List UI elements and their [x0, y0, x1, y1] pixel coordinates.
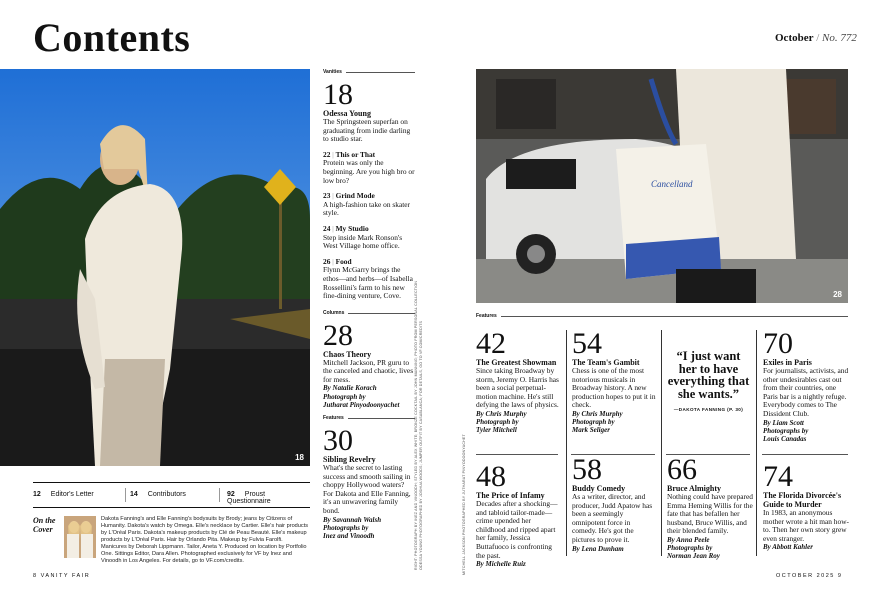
byline: By Chris Murphy: [476, 409, 527, 418]
entry-title: The Price of Infamy: [476, 491, 545, 500]
pull-quote: [666, 350, 751, 412]
bag-logo-text: Cancelland: [651, 179, 693, 189]
section-heading-label: Vanities: [323, 69, 346, 75]
photo-credit-label: Photograph by: [323, 392, 366, 401]
section-heading-features: [323, 415, 415, 424]
issue-month: October: [775, 32, 814, 44]
strip-rule-top: [33, 482, 310, 483]
entry-title: Bruce Almighty: [667, 484, 721, 493]
item-dek: Flynn McGarry brings the ethos—and herbs—of Isabella Rossellini's farm to his new fine-dining venture, Cove.: [323, 265, 413, 301]
byline: By Lena Dunham: [572, 544, 624, 553]
issue-info: October / No. 772: [775, 32, 857, 44]
vertical-photo-credits: [414, 280, 424, 570]
item-dek: Protein was only the beginning. Are you high bro or low bro?: [323, 158, 415, 185]
row-divider: [762, 454, 848, 455]
page-number: 48: [476, 460, 506, 493]
strip-item-proust[interactable]: [227, 491, 310, 505]
photo-credit-label: Photographs by: [323, 523, 369, 532]
item-page: 24: [323, 223, 331, 233]
cover-story-photo[interactable]: [0, 69, 310, 466]
byline: By Savannah Walsh: [323, 515, 382, 524]
byline: By Liam Scott: [763, 418, 804, 427]
entry-dek: As a writer, director, and producer, Judd Apatow has been a seemingly omnipotent force in comedy. He's got the pictures to prove it.: [572, 492, 653, 544]
entry-dek: Nothing could have prepared Emma Heming Willis for the fate that has befallen her husband, Bruce Willis, and their blended family.: [667, 492, 753, 536]
cover-credits: Dakota Fanning's and Elle Fanning's bodysuits by Brody; jeans by Citizens of Humanity. Dakota's watch by Omega. Elle's necklace by Cartier. Elle's hair products by L'Oréal Paris. Dakota's makeup products by Clé de Peau Beauté. Elle's makeup products by L'Oréal Paris. Hair by Orlando Pita. Makeup by Fulvia Farolfi. Manicures by Deborah Lippmann. Tailor, Aneta Y. Produced on location by Portfolio One. Sittings Editor, Dara Allen. Photographed exclusively for VF by Inez and Vinoodh in Los Angeles. For details, go to VF.com/credits.: [101, 516, 309, 564]
strip-item-label: Proust Questionnaire: [227, 491, 271, 505]
section-heading-vanities: [323, 69, 415, 78]
strip-item-num: 92: [227, 491, 235, 498]
vanities-item[interactable]: 24 | My Studio Step inside Mark Ronson's West Village home office.: [323, 225, 415, 251]
strip-item-num: 12: [33, 491, 41, 498]
feature-entry[interactable]: [667, 453, 753, 561]
vertical-photo-credits-2: [462, 335, 472, 575]
pull-quote-credit: —DAKOTA FANNING (P. 30): [673, 407, 744, 412]
page-number: 70: [763, 327, 793, 360]
photo-credit-name: Mark Seliger: [572, 426, 610, 435]
photo-credit-label: Photographs by: [763, 426, 809, 435]
strip-item-label: Editor's Letter: [50, 491, 94, 498]
item-page: 26: [323, 256, 331, 266]
entry-dek: The Springsteen superfan on graduating from indie darling to studio star.: [323, 117, 411, 144]
entry-title[interactable]: Chaos Theory: [323, 349, 372, 359]
feature-photo[interactable]: [476, 69, 848, 303]
item-title: Grind Mode: [335, 191, 375, 201]
photo-credit-name: Norman Jean Roy: [667, 552, 720, 561]
photo-credit-name: Tyler Mitchell: [476, 426, 517, 435]
entry-title[interactable]: Sibling Revelry: [323, 455, 376, 465]
folio-right: OCTOBER 2025 9: [776, 573, 843, 579]
photo-page-number: 18: [295, 453, 304, 462]
feature-entry[interactable]: [763, 460, 849, 552]
item-title: Food: [335, 256, 352, 266]
photo-page-number: 28: [833, 290, 842, 299]
section-heading-label: Features: [323, 415, 348, 421]
row-divider: [476, 454, 558, 455]
column-divider: [756, 330, 757, 556]
byline: By Chris Murphy: [572, 409, 623, 418]
entry-dek: Mitchell Jackson, PR guru to the canceled and chaotic, lives for mess.: [323, 357, 414, 384]
page-number[interactable]: 28: [323, 318, 353, 352]
page-title: Contents: [33, 15, 191, 60]
entry-dek: Chess is one of the most notorious musicals in Broadway history. A new production hopes to put it in check.: [572, 366, 656, 410]
cover-label-line: Cover: [33, 525, 53, 534]
page-number: 54: [572, 327, 602, 360]
photo-credit-label: Photographs by: [667, 544, 713, 553]
feature-entry[interactable]: [476, 327, 562, 435]
divider: [219, 488, 220, 502]
cover-thumbnail-art: [64, 516, 96, 558]
divider: [125, 488, 126, 502]
byline: By Natalie Korach: [323, 384, 377, 393]
cover-label-line: On the: [33, 516, 56, 525]
item-page: 23: [323, 191, 331, 201]
vertical-credit-line: ODESSA YOUNG PHOTOGRAPHED BY JOSHUA WOODS; JUMPER OUTFIT BY CASABLANCA; FOR DETAILS, GO TO VF.COM/CREDITS: [419, 320, 423, 570]
entry-title: The Team's Gambit: [572, 358, 640, 367]
section-heading-columns: [323, 310, 415, 319]
section-heading-label: Columns: [323, 310, 348, 316]
byline: By Abbott Kahler: [763, 543, 813, 552]
column-divider: [566, 330, 567, 556]
feature-entry[interactable]: [572, 453, 656, 553]
vertical-credit-line: RIGHT: PHOTOGRAPH BY INEZ AND VINOODH; STYLED BY ALEX WHITE; BRONZE COCKTAIL BY JOHN MANNING; PHOTO FROM PERSONAL COLLECTION: [414, 280, 418, 570]
feature-entry[interactable]: [763, 327, 849, 443]
entry-dek: Since taking Broadway by storm, Jeremy O. Harris has been a social perpetual-motion machine. He's still defying the laws of physics.: [476, 366, 559, 410]
middle-column: [323, 69, 415, 540]
photo-credit-name: Jutharat Pinyodoonyachet: [323, 400, 400, 409]
front-matter-strip: [33, 488, 310, 504]
entry-title[interactable]: Odessa Young: [323, 109, 371, 118]
feature-entry[interactable]: [476, 460, 562, 569]
folio-left: 8 VANITY FAIR: [33, 573, 91, 579]
item-title: My Studio: [335, 223, 369, 233]
item-dek: Step inside Mark Ronson's West Village home office.: [323, 232, 403, 251]
vanities-item[interactable]: 26 | Food Flynn McGarry brings the ethos—and herbs—of Isabella Rossellini's farm to his new fine-dining venture, Cove.: [323, 258, 415, 301]
cover-story-photo-art: [0, 69, 310, 466]
feature-photo-art: [476, 69, 848, 303]
strip-item-label: Contributors: [147, 491, 186, 498]
page-number: 58: [572, 453, 602, 486]
item-page: 22: [323, 149, 331, 159]
entry-dek: For journalists, activists, and other undesirables cast out from their countries, one Paris bar is a nightly refuge. Everybody comes to The Dissident Club.: [763, 366, 849, 418]
section-heading-features-grid: [476, 313, 848, 322]
strip-item-contributors[interactable]: [130, 491, 186, 498]
strip-rule-bottom: [33, 507, 310, 508]
page-number: 42: [476, 327, 506, 360]
photo-credit-label: Photograph by: [572, 418, 615, 427]
byline: By Michelle Ruiz: [476, 560, 526, 569]
vanities-item[interactable]: 22 | This or That Protein was only the beginning. Are you high bro or low bro?: [323, 149, 415, 185]
entry-dek: In 1983, an anonymous mother wrote a hit man how-to. Then her own story grew even stranger.: [763, 508, 849, 543]
photo-credit-name: Inez and Vinoodh: [323, 532, 375, 541]
vertical-credit-line: MITCHELL JACKSON PHOTOGRAPHED BY JUTHARAT PINYODOONYACHET: [462, 434, 466, 575]
photo-credit-label: Photograph by: [476, 418, 519, 427]
entry-dek: Decades after a shocking—and tabloid tailor-made—crime upended her childhood and ripped apart her family, Jessica Buttafuoco is confronting the past.: [476, 499, 558, 560]
vanities-item[interactable]: 23 | Grind Mode A high-fashion take on skater style.: [323, 192, 415, 218]
strip-item-editors-letter[interactable]: [33, 491, 94, 498]
entry-dek: What's the secret to lasting success and smooth sailing in choppy Hollywood waters? For Dakota and Elle Fanning, it's an unwavering family bond.: [323, 463, 411, 516]
page-number: 74: [763, 460, 793, 493]
column-divider: [661, 330, 662, 556]
entry-title: The Florida Divorcée's Guide to Murder: [763, 491, 842, 509]
pull-quote-text: “I just want her to have everything that she wants.”: [667, 349, 750, 401]
cover-thumbnail[interactable]: [64, 516, 96, 558]
feature-entry[interactable]: [572, 327, 656, 435]
entry-title: Exiles in Paris: [763, 358, 812, 367]
entry-title: Buddy Comedy: [572, 484, 626, 493]
strip-item-num: 14: [130, 491, 138, 498]
on-the-cover-label: [33, 516, 55, 534]
page-number[interactable]: 30: [323, 424, 353, 458]
item-dek: A high-fashion take on skater style.: [323, 199, 411, 218]
page-number: 66: [667, 453, 697, 486]
section-heading-label: Features: [476, 313, 501, 319]
item-title: This or That: [335, 149, 376, 159]
page-number[interactable]: 18: [323, 78, 353, 111]
byline: By Anna Peele: [667, 535, 710, 544]
photo-credit-name: Louis Canadas: [763, 434, 807, 443]
issue-number: No. 772: [822, 32, 857, 44]
entry-title: The Greatest Showman: [476, 358, 557, 367]
